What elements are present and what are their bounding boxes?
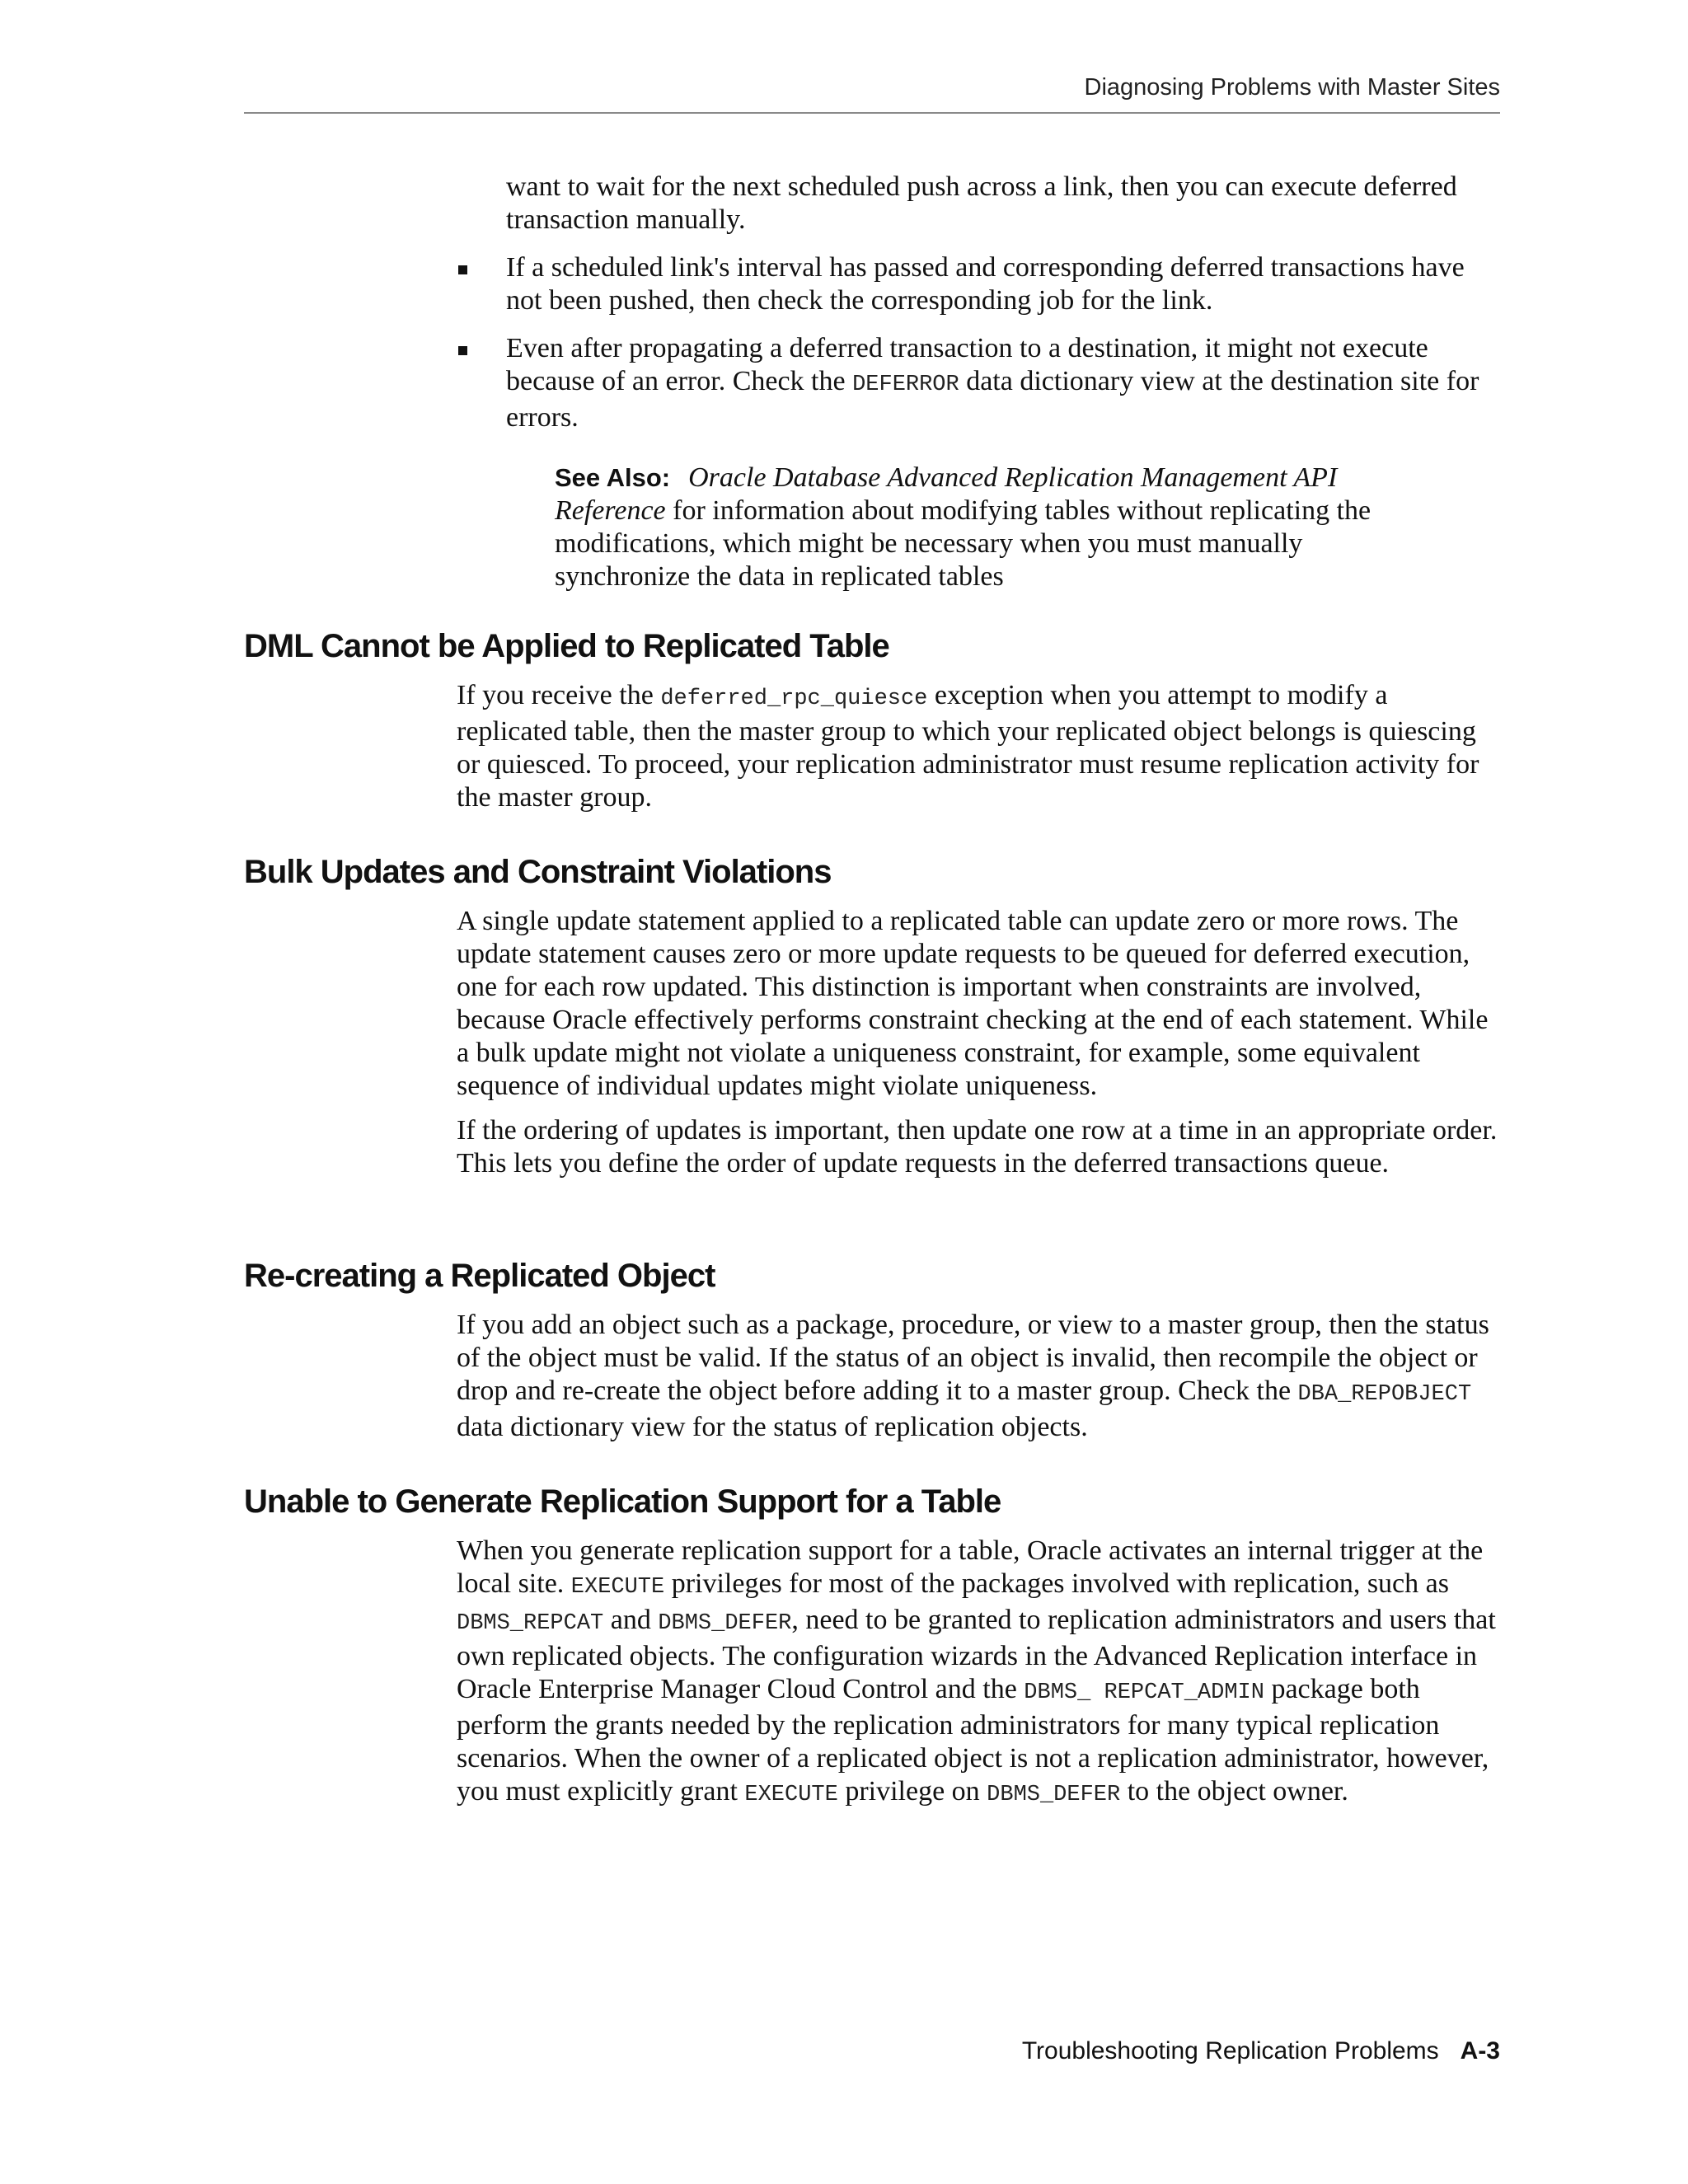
text-run: exception when you attempt to modify a replicated table, then the master group to which your replicated object belongs is quiescing or quiesced. To proceed, your replication administrator must resume replication activity for the master group. — [457, 680, 1479, 813]
section-heading-unable: Unable to Generate Replication Support for a Table — [244, 1483, 1001, 1520]
text-run: privileges for most of the packages involved with replication, such as — [664, 1568, 1449, 1599]
text-run: , need to be granted to replication administrators and users that own replicated objects. The configuration wizards in the Advanced Replication interface in Oracle Enterprise Manager Cloud Control and the — [457, 1605, 1496, 1704]
section-heading-dml: DML Cannot be Applied to Replicated Table — [244, 628, 889, 664]
recreate-paragraph — [457, 1309, 1503, 1444]
inline-code: DBMS_DEFER — [987, 1783, 1121, 1807]
text-run: and — [603, 1605, 659, 1635]
text-run: privilege on — [837, 1776, 987, 1807]
square-bullet-icon — [458, 346, 467, 355]
unable-paragraph — [457, 1535, 1503, 1811]
inline-code: DBMS_DEFER — [658, 1611, 792, 1636]
inline-code: deferred_rpc_quiesce — [660, 687, 928, 711]
section-heading-bulk: Bulk Updates and Constraint Violations — [244, 854, 832, 890]
page-number: A-3 — [1460, 2037, 1500, 2064]
dml-paragraph — [457, 679, 1503, 814]
inline-code: EXECUTE — [570, 1575, 665, 1600]
running-header-title: Diagnosing Problems with Master Sites — [1084, 74, 1500, 101]
bulk-paragraph-2: If the ordering of updates is important, then update one row at a time in an appropriate order. This lets you define the order of update requests in the deferred transactions queue. — [457, 1115, 1498, 1179]
inline-code: EXECUTE — [744, 1783, 838, 1807]
section-heading-recreate: Re-creating a Replicated Object — [244, 1258, 715, 1294]
running-header — [244, 71, 1500, 114]
text-run: data dictionary view for the status of replication objects. — [457, 1412, 1088, 1442]
text-run: to the object owner. — [1120, 1776, 1348, 1807]
page-footer — [1022, 2037, 1500, 2065]
list-item — [457, 332, 1503, 434]
inline-code: DBMS_REPCAT — [457, 1611, 604, 1636]
text-run: If you add an object such as a package, procedure, or view to a master group, then the status of the object must be valid. If the status of an object is invalid, then recompile the object or drop and re-create the object before adding it to a master group. Check the — [457, 1310, 1489, 1406]
bullet-list — [457, 251, 1503, 449]
square-bullet-icon — [458, 265, 467, 274]
list-item — [457, 251, 1503, 317]
text-run: package both perform the grants needed by the replication administrators for many typical replication scenarios. When the owner of a replicated object is not a replication administrator, however, you must explicitly grant — [457, 1674, 1489, 1807]
bullet-text: If a scheduled link's interval has passed and corresponding deferred transactions have not been pushed, then check the corresponding job for the link. — [506, 252, 1465, 316]
text-run: When you generate replication support for a table, Oracle activates an internal trigger at the local site. — [457, 1535, 1484, 1599]
text-run: If you receive the — [457, 680, 661, 710]
bullet-text: data dictionary view at the destination site for errors. — [506, 366, 1479, 433]
continuation-paragraph: want to wait for the next scheduled push across a link, then you can execute deferred transaction manually. — [506, 171, 1457, 235]
inline-code: DEFERROR — [852, 373, 959, 397]
bulk-paragraph-1: A single update statement applied to a replicated table can update zero or more rows. The update statement causes zero or more update requests to be queued for deferred execution, one for each row updated. This distinction is important when constraints are involved, because Oracle effectively performs constraint checking at the end of each statement. While a bulk update might not violate a uniqueness constraint, for example, some equivalent sequence of individual updates might violate uniqueness. — [457, 906, 1489, 1101]
footer-book-title: Troubleshooting Replication Problems — [1021, 2037, 1439, 2064]
see-also-note — [555, 462, 1379, 593]
reference-title-link[interactable]: Oracle Database Advanced Replication Management API Reference — [555, 462, 1338, 526]
inline-code: DBA_REPOBJECT — [1297, 1382, 1472, 1407]
inline-code: DBMS_ REPCAT_ADMIN — [1024, 1680, 1264, 1705]
bullet-text: Even after propagating a deferred transaction to a destination, it might not execute because of an error. Check the — [506, 333, 1428, 396]
see-also-label: See Also: — [555, 463, 671, 492]
see-also-text: for information about modifying tables without replicating the modifications, which might be necessary when you must manually synchronize the data in replicated tables — [555, 495, 1372, 592]
